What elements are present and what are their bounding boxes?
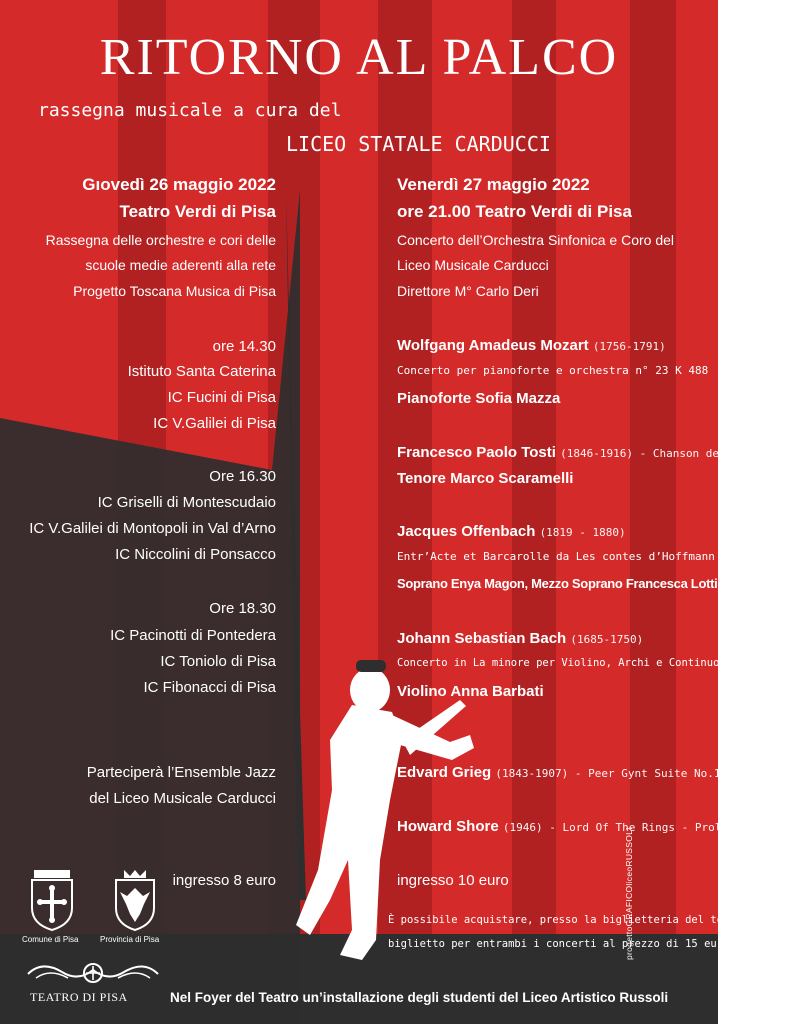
right-time-venue: ore 21.00 Teatro Verdi di Pisa (397, 202, 632, 221)
left-desc-line: scuole medie aderenti alla rete (85, 257, 276, 273)
composer-bach (397, 630, 643, 647)
composer-extra: (1846-1916) - Chanson de l’Adieu (560, 447, 773, 460)
ticket-note-line: biglietto per entrambi i concerti al prezzo di 15 euro (388, 938, 730, 950)
right-desc-line: Liceo Musicale Carducci (397, 257, 549, 273)
composer-shore (397, 818, 741, 835)
composer-extra: (1946) - Lord Of The Rings - Prologo (502, 821, 742, 834)
comune-pisa-logo (24, 866, 80, 932)
subtitle-line-1: rassegna musicale a cura del (38, 100, 342, 121)
composer-name: Jacques Offenbach (397, 523, 536, 540)
right-desc-line: Concerto dell’Orchestra Sinfonica e Coro del (397, 232, 675, 248)
composer-name: Wolfgang Amadeus Mozart (397, 337, 589, 354)
subtitle-line-2: LICEO STATALE CARDUCCI (286, 132, 551, 156)
left-desc-line: Progetto Toscana Musica di Pisa (73, 283, 276, 299)
jazz-line: del Liceo Musicale Carducci (89, 790, 276, 807)
work-title: Concerto in La minore per Violino, Archi e Continuo BWV 1041 (397, 657, 777, 669)
slot-school: IC Niccolini di Ponsacco (115, 546, 276, 563)
slot-school: IC Fucini di Pisa (167, 389, 276, 406)
left-desc-line: Rassegna delle orchestre e cori delle (45, 232, 276, 248)
composer-name: Johann Sebastian Bach (397, 630, 567, 647)
slot-school: IC Griselli di Montescudaio (97, 494, 276, 511)
left-ticket: ingresso 8 euro (172, 872, 276, 889)
performer: Tenore Marco Scaramelli (397, 470, 574, 487)
composer-years: (1819 - 1880) (539, 526, 626, 539)
right-desc-line: Direttore M° Carlo Deri (397, 283, 539, 299)
jazz-line: Parteciperà l’Ensemble Jazz (86, 764, 276, 781)
teatro-pisa-logo (22, 958, 164, 988)
slot-time: Ore 16.30 (209, 468, 276, 485)
composer-tosti (397, 444, 772, 461)
slot-school: IC V.Galilei di Pisa (153, 415, 276, 432)
provincia-caption: Provincia di Pisa (100, 935, 160, 944)
slot-school: IC Fibonacci di Pisa (143, 679, 276, 696)
slot-school: IC V.Galilei di Montopoli in Val d’Arno (29, 520, 276, 537)
work-title: Concerto per pianoforte e orchestra n° 23 K 488 (397, 364, 709, 377)
slot-school: IC Pacinotti di Pontedera (110, 627, 276, 644)
provincia-pisa-logo (110, 866, 160, 932)
performer: Violino Anna Barbati (397, 683, 544, 700)
comune-caption: Comune di Pisa (22, 935, 79, 944)
composer-name: Francesco Paolo Tosti (397, 444, 556, 461)
slot-school: IC Toniolo di Pisa (160, 653, 276, 670)
page-title: RITORNO AL PALCO (99, 29, 619, 86)
left-venue: Teatro Verdi di Pisa (119, 202, 276, 221)
composer-grieg (397, 764, 767, 781)
work-title: Entr’Acte et Barcarolle da Les contes d’Hoffmann (atto III) (397, 550, 788, 563)
left-date: Gıovedì 26 maggio 2022 (82, 175, 276, 194)
composer-years: (1756-1791) (592, 340, 666, 353)
right-date: Venerdì 27 maggio 2022 (397, 175, 590, 194)
right-ticket: ingresso 10 euro (397, 872, 509, 889)
slot-time: ore 14.30 (212, 338, 276, 355)
ticket-note-line: È possibile acquistare, presso la biglietteria del teatro, il (388, 914, 774, 926)
composer-name: Edvard Grieg (397, 764, 492, 781)
footer-note: Nel Foyer del Teatro un’installazione degli studenti del Liceo Artistico Russoli (170, 990, 669, 1005)
composer-extra: (1843-1907) - Peer Gynt Suite No.1, Op.46 (495, 767, 767, 780)
design-credit: progettoGRAFICOliceoRUSSOLI (624, 827, 634, 960)
performer: Pianoforte Sofia Mazza (397, 390, 561, 407)
slot-time: Ore 18.30 (209, 600, 276, 617)
slot-school: Istituto Santa Caterina (127, 363, 276, 380)
composer-name: Howard Shore (397, 818, 499, 835)
teatro-caption: TEATRO DI PISA (30, 990, 128, 1004)
performer: Soprano Enya Magon, Mezzo Soprano Francesca Lotti (397, 576, 718, 591)
composer-mozart (397, 337, 666, 354)
composer-years: (1685-1750) (570, 633, 644, 646)
composer-offenbach (397, 523, 626, 540)
